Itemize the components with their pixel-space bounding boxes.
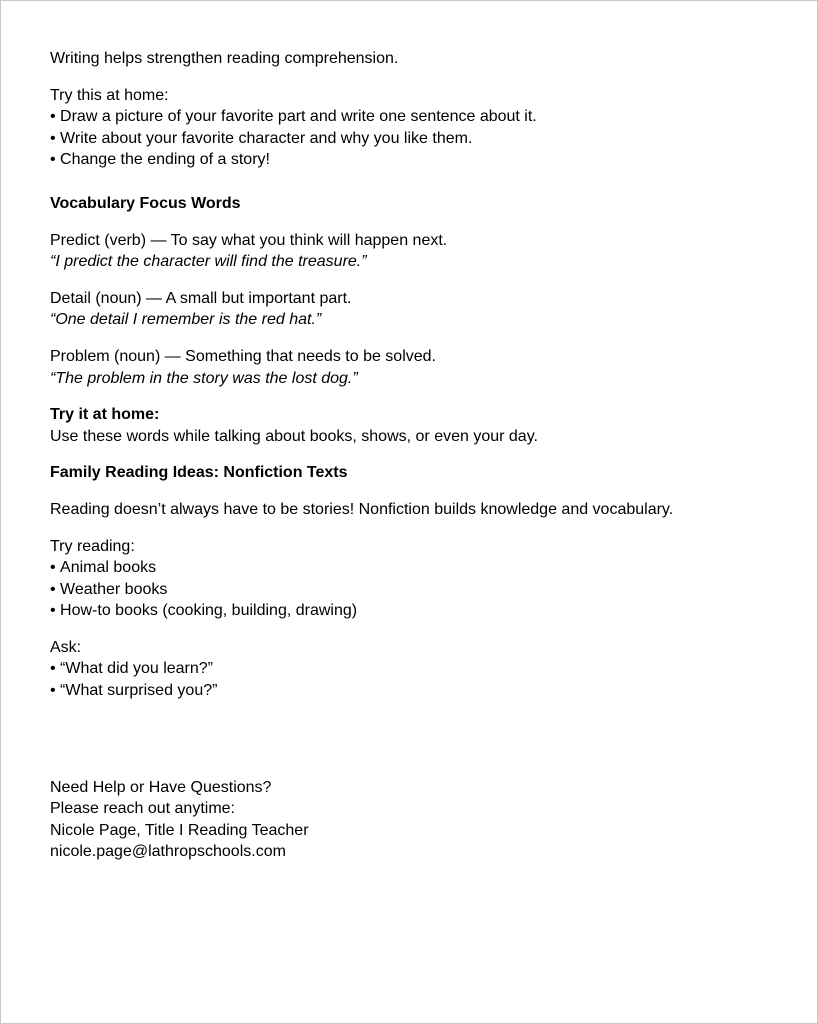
vocab-try-text: Use these words while talking about books, shows, or even your day.: [50, 427, 538, 445]
nonfiction-intro: Reading doesn’t always have to be stories! Nonfiction builds knowledge and vocabulary.: [50, 500, 674, 518]
vocab-definition: Detail (noun) — A small but important part.: [50, 289, 352, 307]
contact-email[interactable]: nicole.page@lathropschools.com: [50, 843, 286, 861]
home-writing-section: [50, 85, 790, 171]
ask-section: [50, 637, 790, 702]
home-writing-title: Try this at home:: [50, 86, 169, 104]
intro-text: Writing helps strengthen reading comprehension.: [50, 50, 399, 67]
vocab-try-heading: Try it at home:: [50, 406, 160, 424]
home-writing-item: • Change the ending of a story!: [50, 149, 790, 171]
contact-line: Please reach out anytime:: [50, 800, 235, 818]
vocab-example: “I predict the character will find the treasure.”: [50, 253, 367, 271]
vocab-definition: Predict (verb) — To say what you think will happen next.: [50, 231, 448, 249]
home-writing-item: • Draw a picture of your favorite part and write one sentence about it.: [50, 106, 790, 128]
try-reading-title: Try reading:: [50, 537, 135, 555]
vocab-word-predict: [50, 230, 790, 273]
vocab-try-section: [50, 404, 790, 447]
try-reading-item: • Weather books: [50, 579, 790, 601]
ask-item: • “What surprised you?”: [50, 680, 790, 702]
vocab-example: “One detail I remember is the red hat.”: [50, 311, 322, 329]
vocab-word-detail: [50, 288, 790, 331]
vocab-definition: Problem (noun) — Something that needs to be solved.: [50, 347, 436, 365]
try-reading-section: [50, 536, 790, 622]
try-reading-item: • How-to books (cooking, building, drawing): [50, 600, 790, 622]
contact-line: Need Help or Have Questions?: [50, 778, 272, 796]
ask-title: Ask:: [50, 638, 82, 656]
vocabulary-heading: Vocabulary Focus Words: [50, 194, 241, 212]
vocab-word-problem: [50, 346, 790, 389]
home-writing-item: • Write about your favorite character and why you like them.: [50, 128, 790, 150]
document-content: [50, 48, 790, 863]
nonfiction-heading: Family Reading Ideas: Nonfiction Texts: [50, 464, 348, 482]
contact-name: Nicole Page, Title I Reading Teacher: [50, 821, 309, 839]
ask-item: • “What did you learn?”: [50, 658, 790, 680]
vocab-example: “The problem in the story was the lost dog.”: [50, 369, 358, 387]
try-reading-item: • Animal books: [50, 557, 790, 579]
contact-section: [50, 777, 790, 863]
